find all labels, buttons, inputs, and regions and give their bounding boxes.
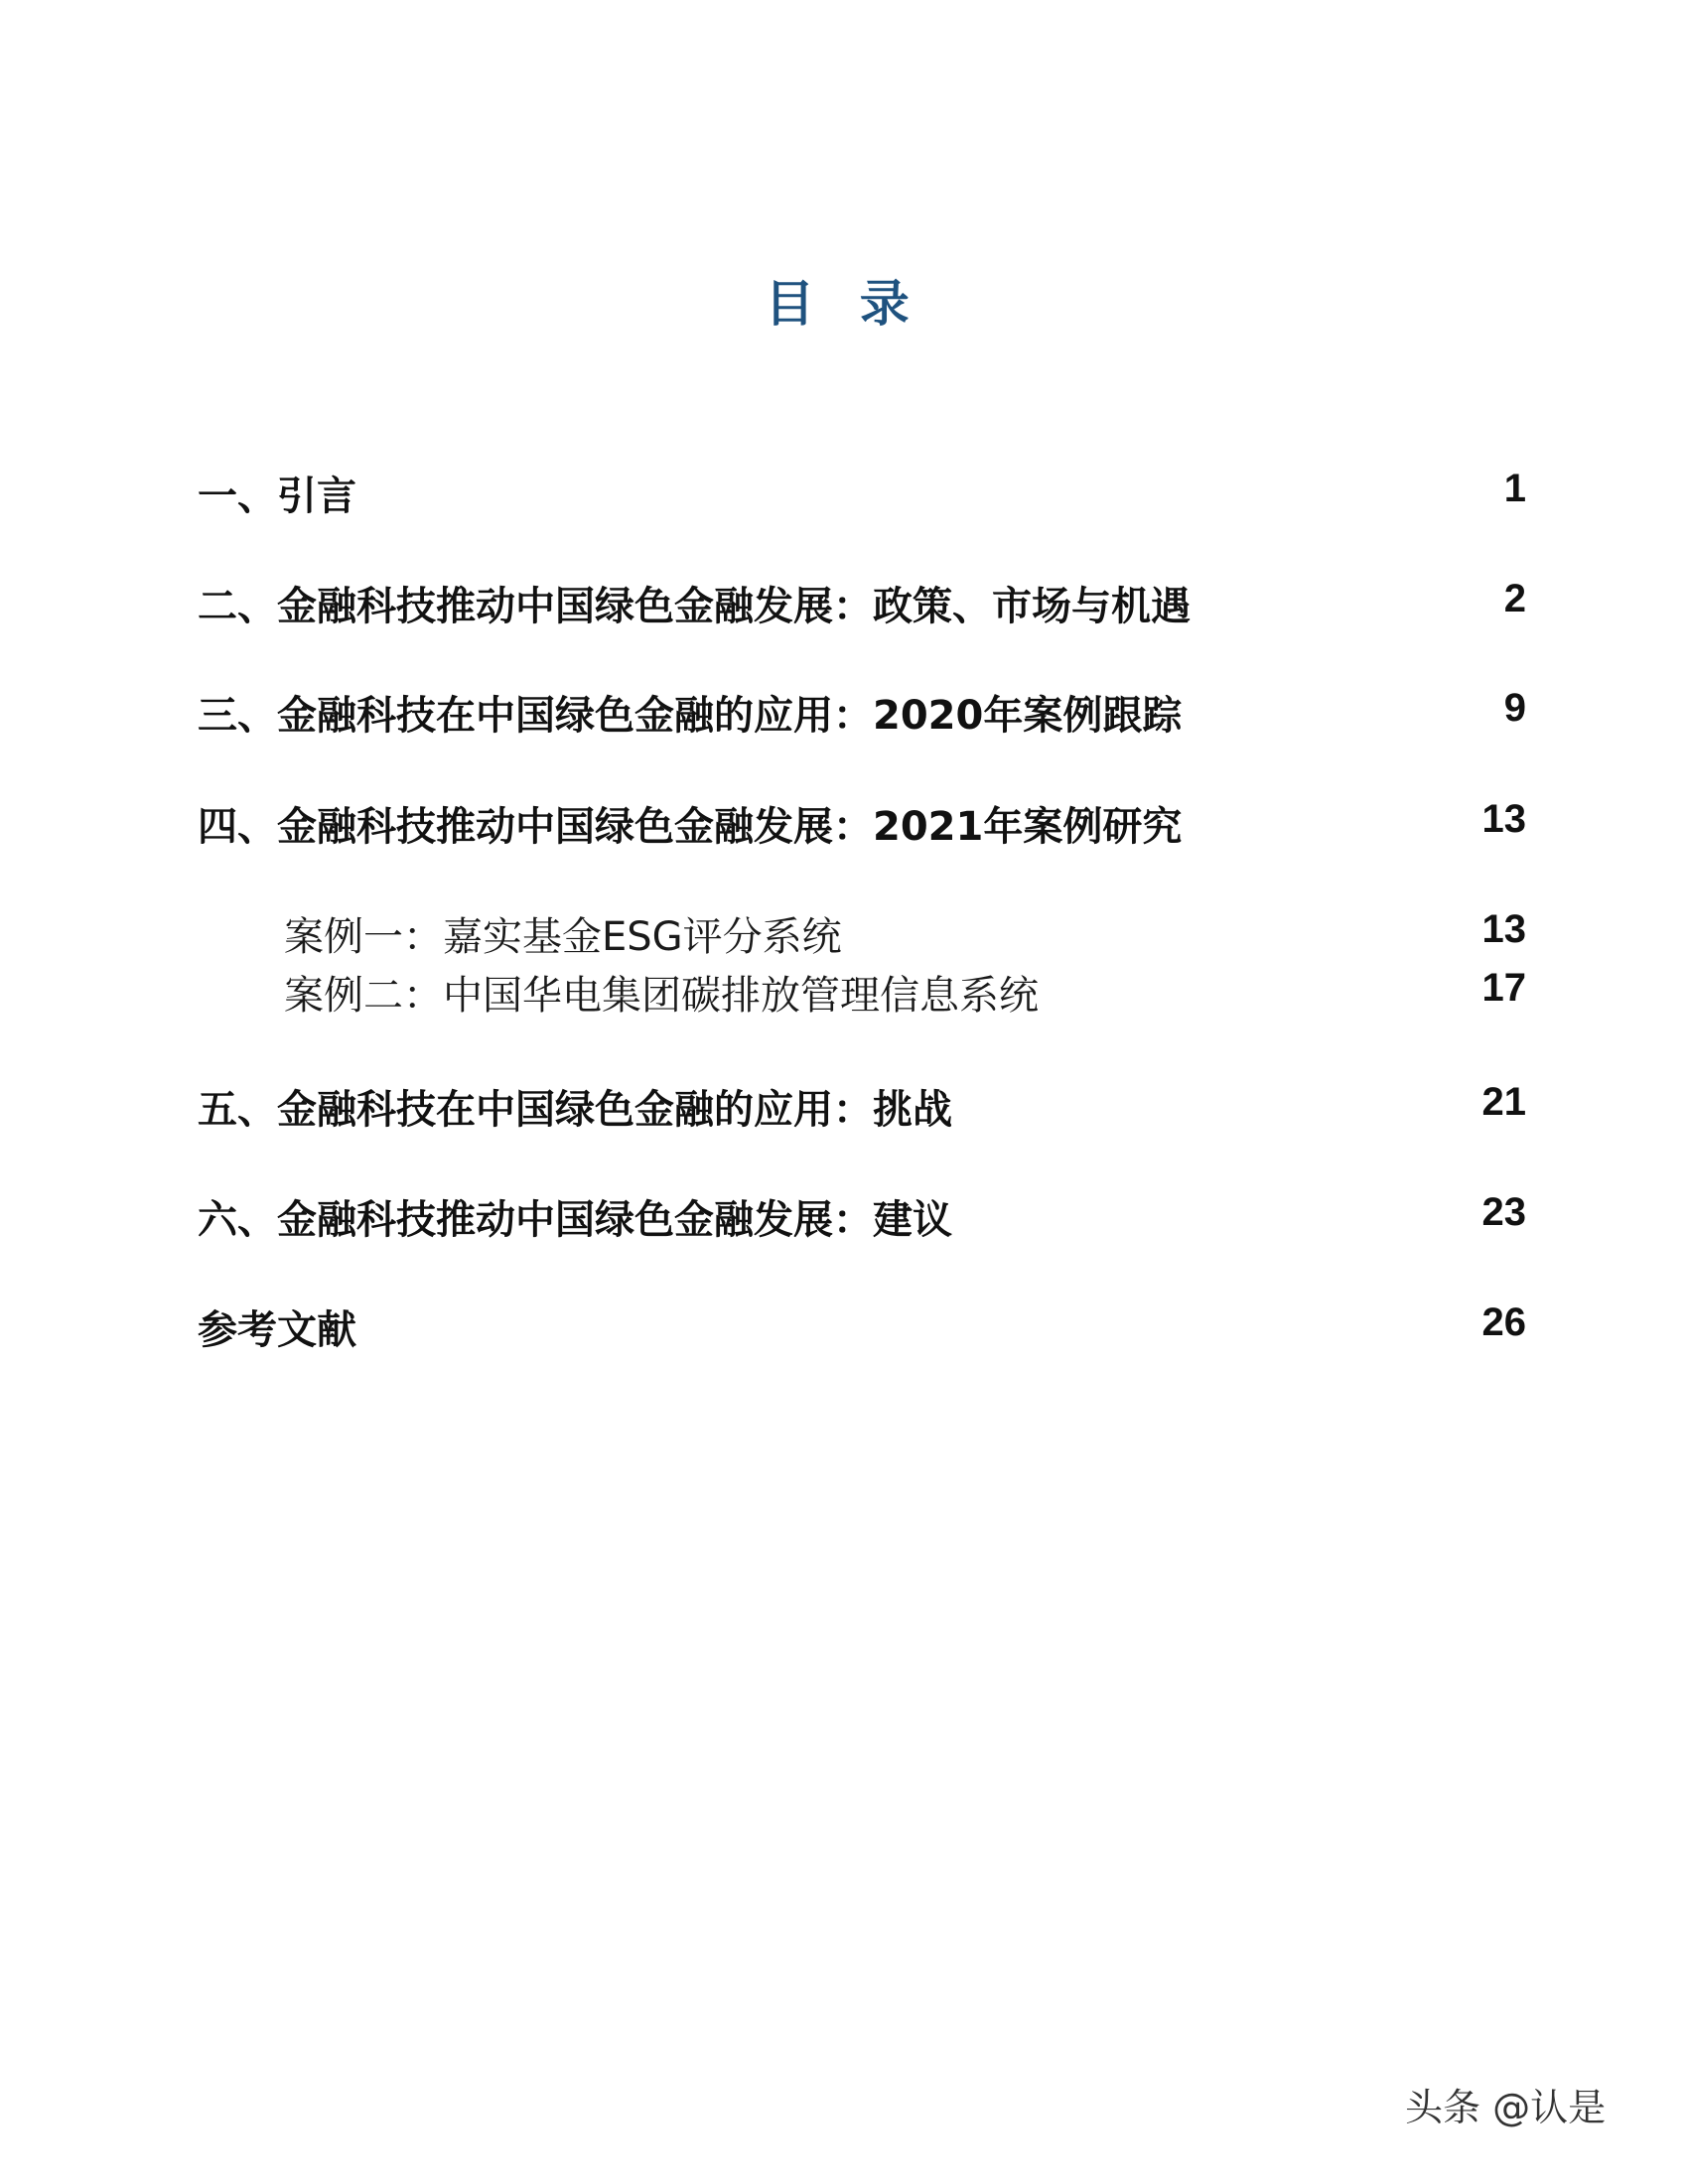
toc-entry-challenges	[0, 1080, 1688, 1140]
toc-entry-page-number: 23	[1481, 1190, 1526, 1234]
toc-entry-policy-market	[0, 577, 1688, 636]
toc-entry-label: 五、金融科技在中国绿色金融的应用：挑战	[198, 1087, 952, 1133]
page-title: 目 录	[765, 275, 923, 333]
toc-entry-page-number: 2	[1503, 577, 1526, 620]
toc-subentry-label: 案例二：中国华电集团碳排放管理信息系统	[284, 973, 1039, 1019]
toc-entry-page-number: 1	[1503, 467, 1526, 510]
toc-entry-2021-cases	[0, 797, 1688, 857]
toc-entry-label: 一、引言	[198, 474, 356, 519]
toc-entry-introduction	[0, 467, 1688, 526]
toc-entry-recommendations	[0, 1190, 1688, 1250]
toc-entry-label: 参考文献	[198, 1307, 356, 1353]
toc-entry-page-number: 21	[1481, 1080, 1526, 1124]
toc-subentry-page-number: 13	[1481, 907, 1526, 951]
toc-entry-label: 六、金融科技推动中国绿色金融发展：建议	[198, 1197, 952, 1243]
toc-subentry-case-two	[0, 966, 1688, 1025]
watermark: 头条 @认是	[1405, 2086, 1607, 2129]
toc-entry-page-number: 26	[1481, 1300, 1526, 1344]
toc-subentry-page-number: 17	[1481, 966, 1526, 1010]
toc-entry-label: 三、金融科技在中国绿色金融的应用：2020年案例跟踪	[198, 693, 1183, 739]
toc-entry-page-number: 13	[1481, 797, 1526, 841]
toc-entry-2020-cases	[0, 686, 1688, 746]
toc-subentry-label: 案例一：嘉实基金ESG评分系统	[284, 914, 842, 960]
toc-entry-label: 四、金融科技推动中国绿色金融发展：2021年案例研究	[198, 804, 1183, 850]
toc-entry-label: 二、金融科技推动中国绿色金融发展：政策、市场与机遇	[198, 584, 1191, 629]
toc-entry-page-number: 9	[1503, 686, 1526, 730]
toc-subentry-case-one	[0, 907, 1688, 967]
toc-entry-references	[0, 1300, 1688, 1360]
